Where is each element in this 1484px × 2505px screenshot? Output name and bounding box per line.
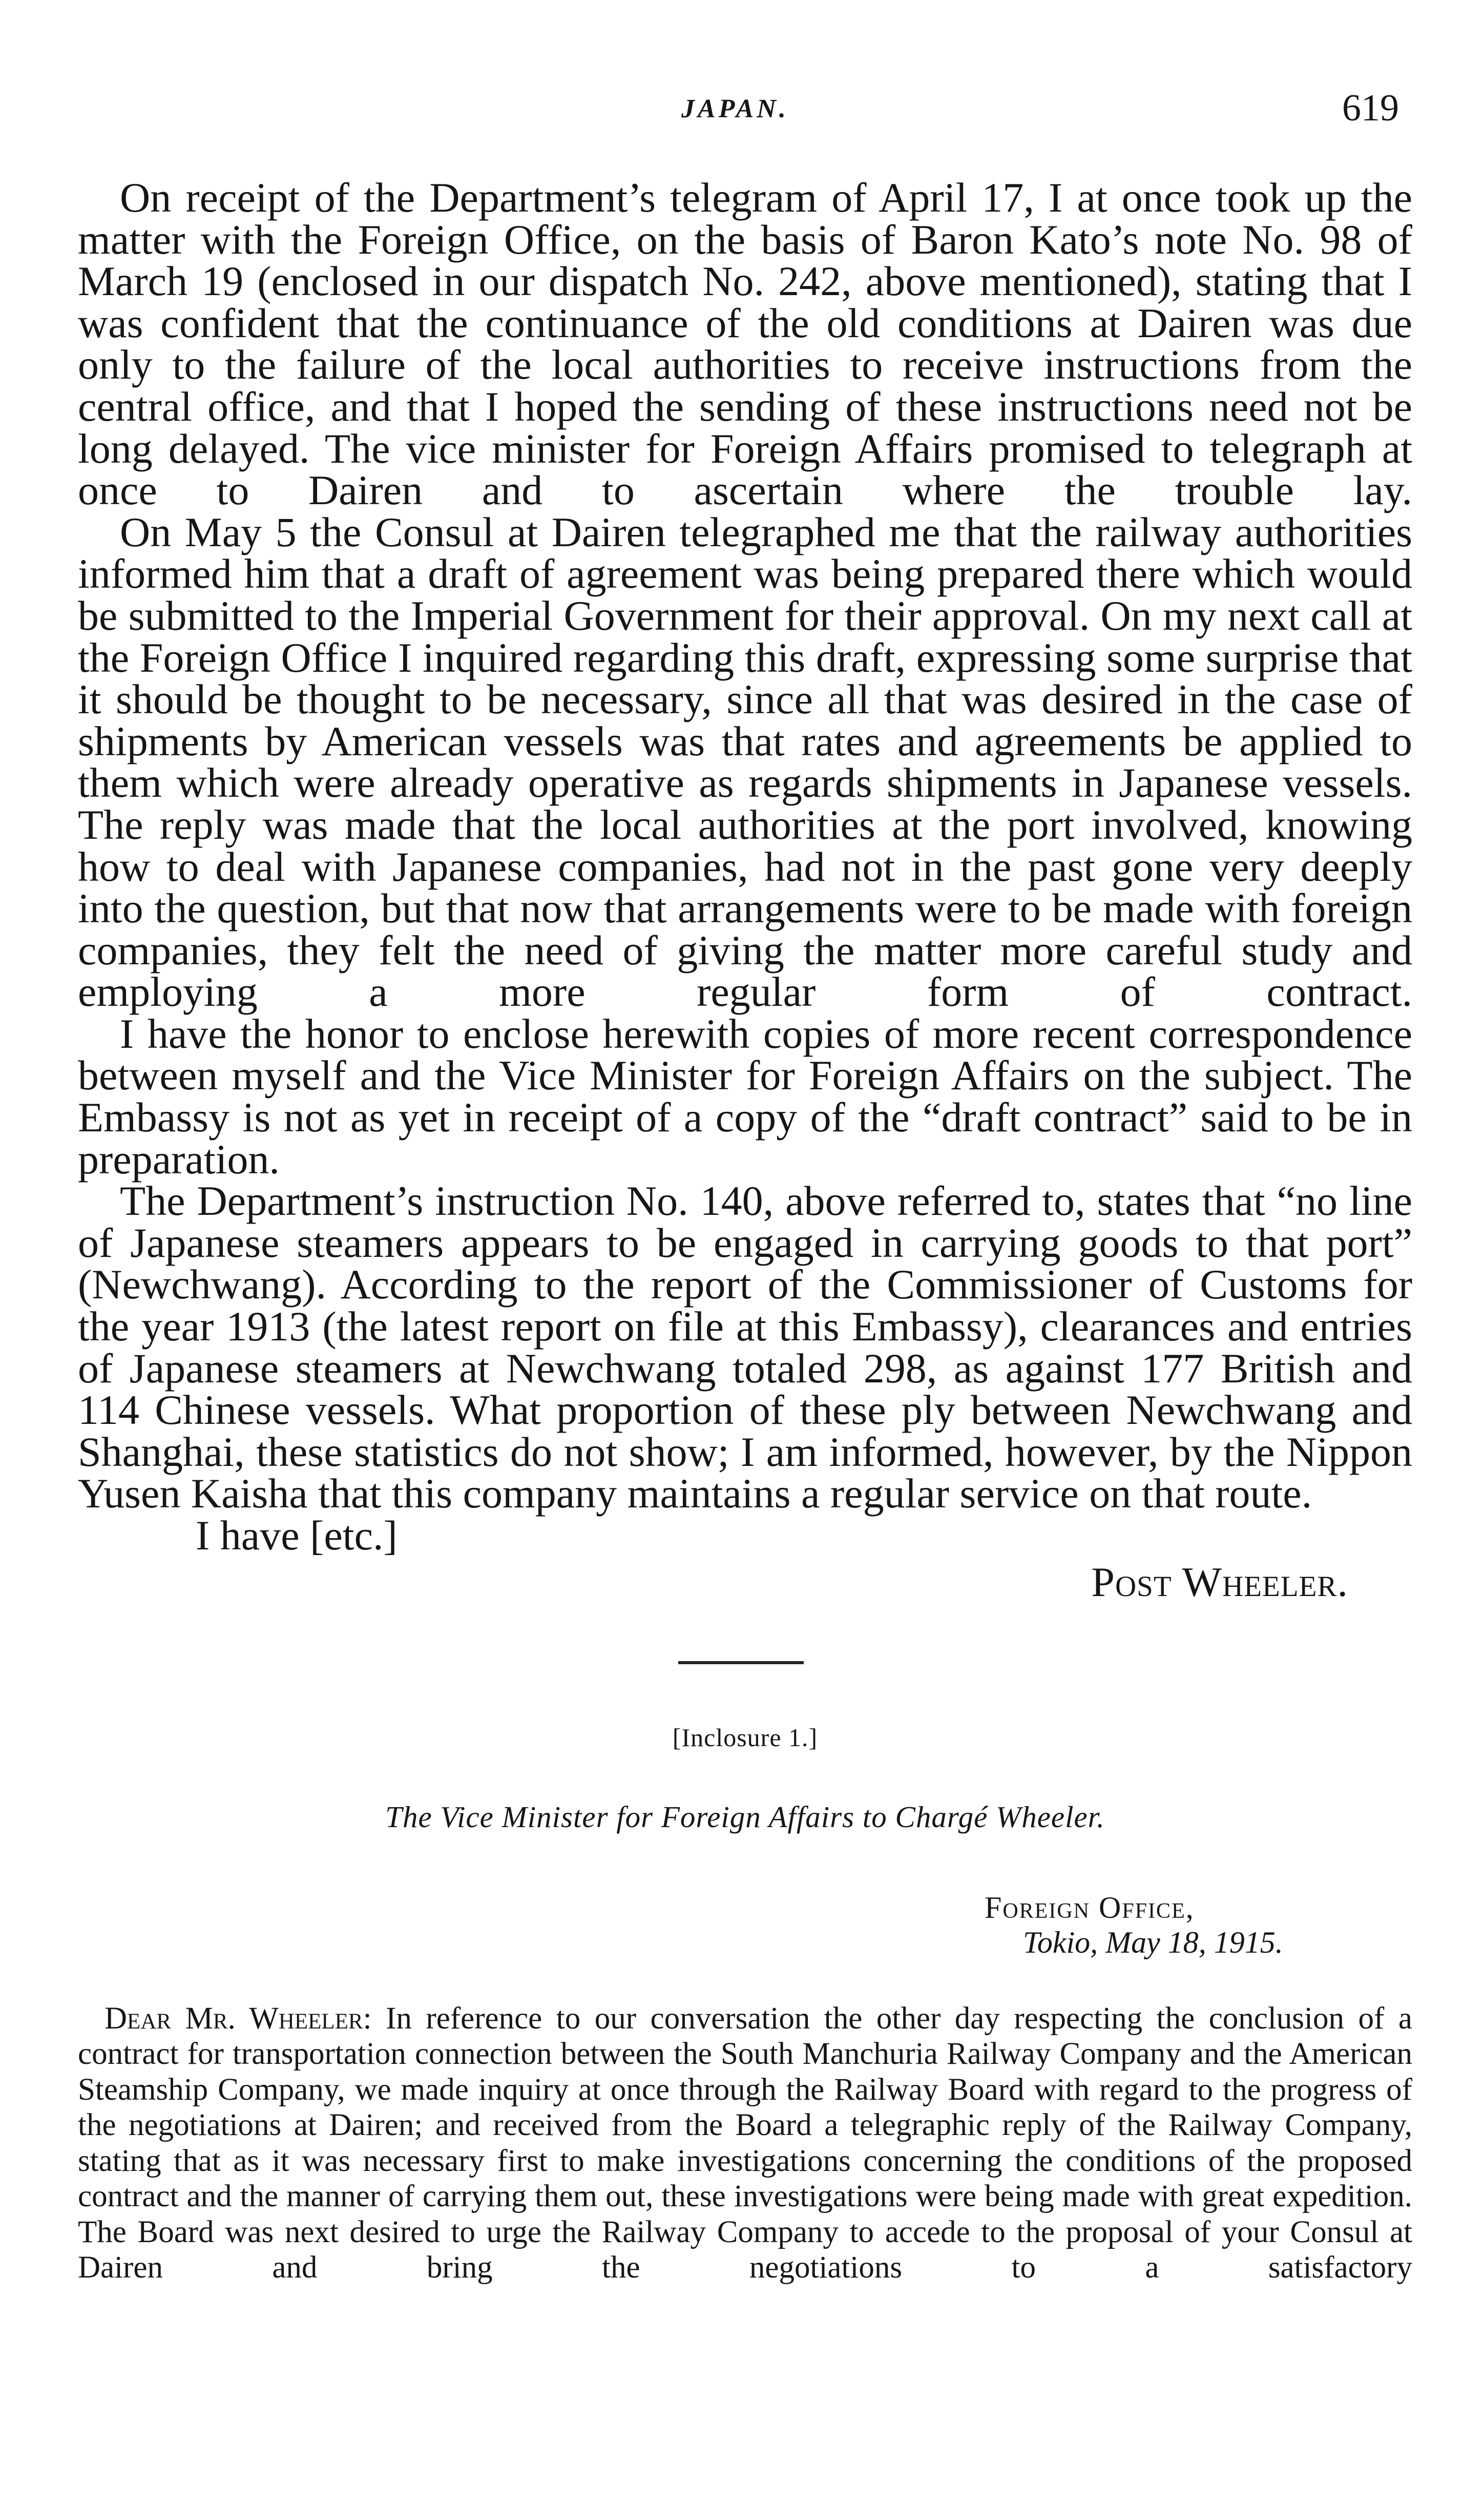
section-divider [678, 1661, 804, 1664]
letter-paragraph [78, 2001, 1412, 2286]
body-paragraph: On May 5 the Consul at Dairen telegraphed me that the railway authorities informed him that a draft of agreement was being prepared there which would be submitted to the Imperial Government for their approval. On my next call at the Foreign Office I inquired regarding this draft, expressing some surprise that it should be thought to be necessary, since all that was desired in the case of shipments by American vessels was that rates and agreements be applied to them which were already operative as regards shipments in Japanese vessels. The reply was made that the local authorities at the port involved, knowing how to deal with Japanese companies, had not in the past gone very deeply into the question, but that now that arrangements were to be made with foreign companies, they felt the need of giving the matter more careful study and employing a more regular form of contract. [78, 508, 1412, 1016]
running-title: JAPAN. [681, 94, 789, 123]
body-text [78, 174, 1412, 2286]
signature: Post Wheeler. [1091, 1558, 1348, 1605]
running-header [0, 87, 1484, 131]
letter-title: The Vice Minister for Foreign Affairs to Chargé Wheeler. [385, 1799, 1105, 1834]
body-paragraph: I have the honor to enclose herewith copies of more recent correspondence between myself and the Vice Minister for Foreign Affairs on the subject. The Embassy is not as yet in receipt of a copy of the “draft contract” said to be in preparation. [78, 1010, 1412, 1183]
body-paragraph: The Department’s instruction No. 140, above referred to, states that “no line of Japanese steamers appears to be engaged in carrying goods to that port” (Newchwang). According to the report of the Commissioner of Customs for the year 1913 (the latest report on file at this Embassy), clearances and entries of Japanese steamers at Newchwang totaled 298, as against 177 British and 114 Chinese vessels. What proportion of these ply between Newchwang and Shanghai, these statistics do not show; I am informed, however, by the Nippon Yusen Kaisha that this company maintains a regular service on that route. [78, 1177, 1412, 1517]
letter-place: Foreign Office, [985, 1890, 1195, 1924]
inclosure-label: [Inclosure 1.] [672, 1723, 818, 1752]
letter-text: In reference to our conversation the other day respecting the conclusion of a contract for transportation connection between the South Manchuria Railway Company and the American Steamship Company, we made inquiry at once through the Railway Board with regard to the progress of the negotiations at Dairen; and received from the Board a telegraphic reply of the Railway Company, stating that as it was necessary first to make investigations concerning the conditions of the proposed contract and the manner of carrying them out, these investigations were being made with great expedition. The Board was next desired to urge the Railway Company to accede to the proposal of your Consul at Dairen and bring the negotiations to a satisfactory [78, 2001, 1412, 2285]
letter-dateline [985, 1890, 1412, 1960]
closing-line: I have [etc.] [196, 1512, 398, 1559]
page-number: 619 [1342, 87, 1399, 129]
letter-date: Tokio, May 18, 1915. [1023, 1925, 1283, 1959]
letter-salutation: Dear Mr. Wheeler: [104, 2001, 372, 2036]
body-paragraph: On receipt of the Department’s telegram of April 17, I at once took up the matter with the Foreign Office, on the basis of Baron Kato’s note No. 98 of March 19 (enclosed in our dispatch No. 242, above mentioned), stating that I was confident that the continuance of the old conditions at Dairen was due only to the failure of the local authorities to receive instructions from the central office, and that I hoped the sending of these instructions need not be long delayed. The vice minister for Foreign Affairs promised to telegraph at once to Dairen and to ascertain where the trouble lay. [78, 174, 1412, 514]
